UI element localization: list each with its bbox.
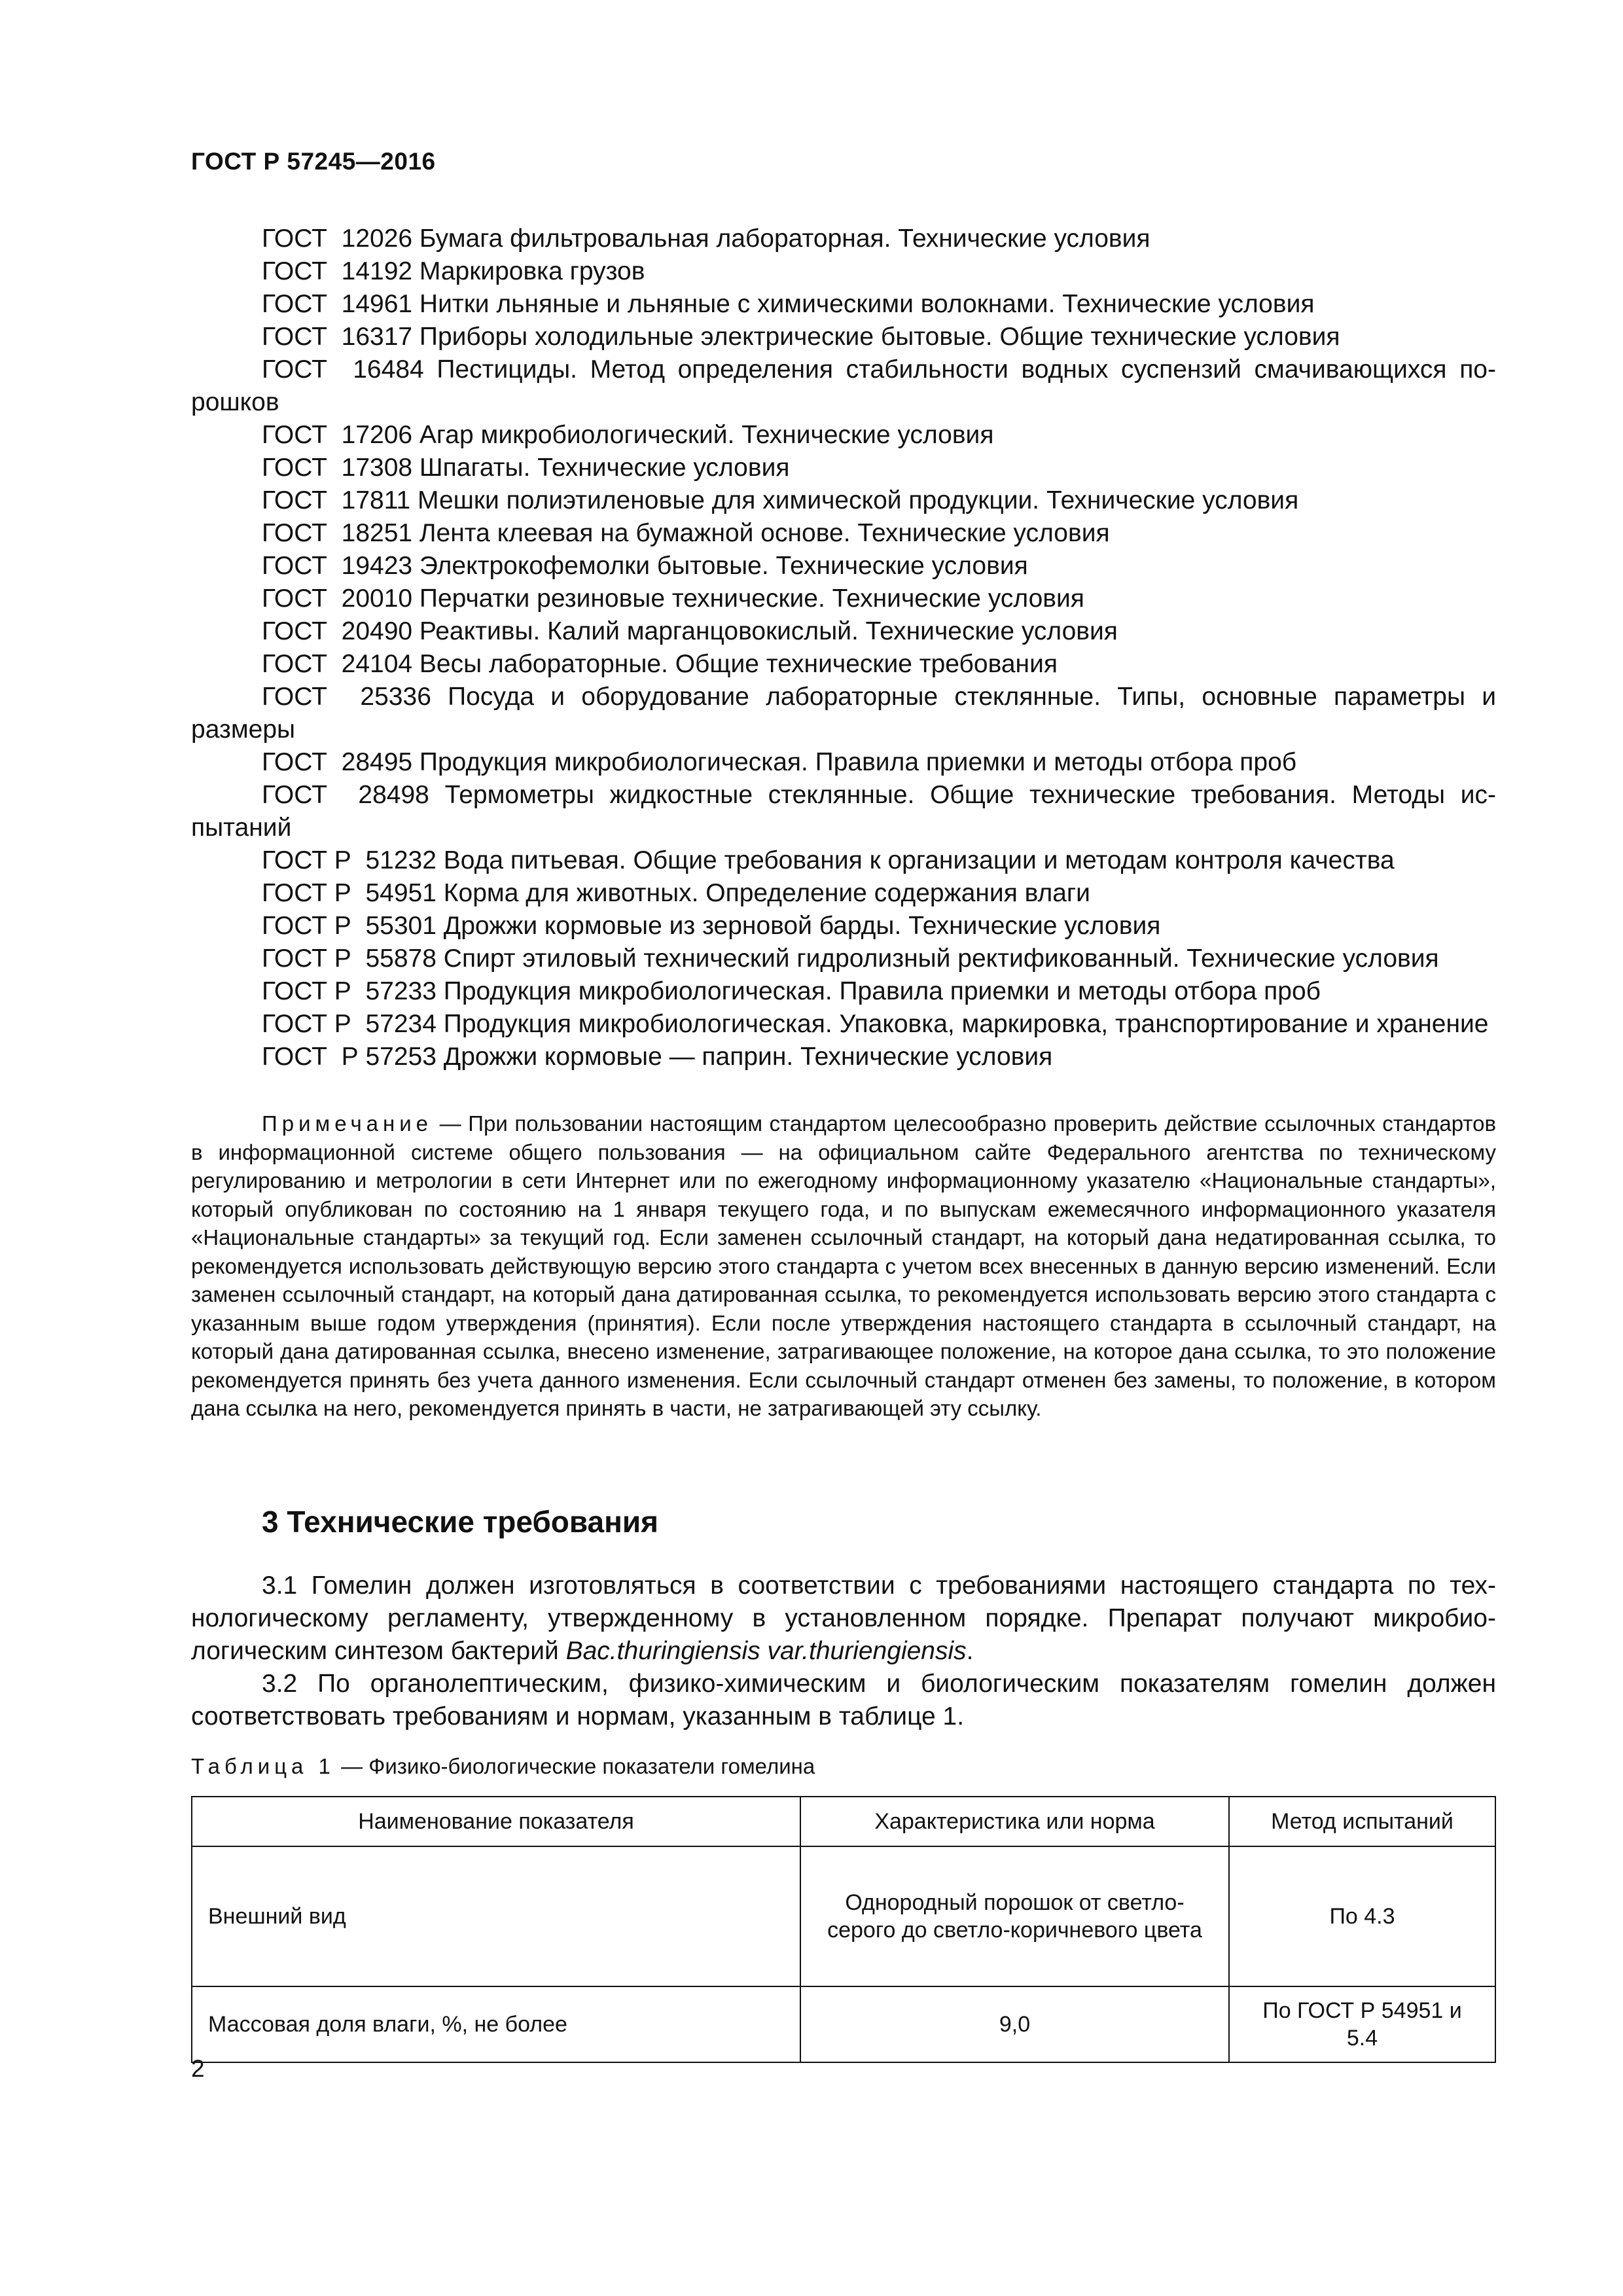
reference-title: Продукция микробиологическая. Правила приемки и методы отбора проб [419,748,1297,776]
indicators-table [191,1796,1496,2063]
reference-item [191,681,1496,746]
reference-item [191,877,1496,910]
reference-title: Дрожжи кормовые из зерновой барды. Технические условия [443,912,1161,940]
reference-code: ГОСТ 28498 [262,781,429,809]
reference-title: Агар микробиологический. Технические условия [419,421,994,449]
reference-item [191,615,1496,648]
reference-code: ГОСТ 28495 [262,748,413,776]
reference-item [191,484,1496,517]
table-caption-label: Таблица 1 [191,1754,335,1778]
reference-code: ГОСТ Р 57253 [262,1043,437,1071]
references-note [191,1109,1496,1423]
reference-title: Корма для животных. Определение содержания влаги [443,879,1090,907]
reference-code: ГОСТ 14192 [262,257,413,285]
reference-code: ГОСТ Р 55301 [262,912,437,940]
reference-title: Термометры жидкостные стеклянные. Общие технические требования. Методы испытаний [191,781,1497,842]
header-cell-indicator: Наименование показателя [192,1797,800,1846]
reference-item [191,353,1496,419]
reference-item [191,648,1496,681]
reference-item [191,255,1496,288]
table-row [192,1986,1495,2062]
section-title: 3 Технические требования [262,1505,658,1539]
reference-code: ГОСТ 16317 [262,323,413,351]
reference-item [191,1008,1496,1041]
reference-code: ГОСТ Р 55878 [262,944,437,973]
paragraph-3-2: 3.2 По органолептическим, физико-химическим и биологическим показателям гомелин должен соответствовать требованиям и нормам, указанным в таблице 1. [191,1670,1496,1731]
reference-title: Пестициды. Метод определения стабильности водных суспензий смачивающихся порошков [191,355,1496,416]
reference-item [191,321,1496,353]
reference-title: Перчатки резиновые технические. Технические условия [419,584,1084,613]
paragraph-3-1-text: 3.1 Гомелин должен изготовляться в соответствии с требованиями настоящего стандарта по технологическому регламенту, утвержденному в установленном порядке. Препарат получают микробиологическим синтезом бактерий [191,1571,1496,1665]
header-cell-method: Метод испытаний [1229,1797,1495,1846]
reference-item [191,550,1496,583]
reference-item [191,975,1496,1008]
reference-title: Бумага фильтровальная лабораторная. Технические условия [419,224,1150,253]
reference-code: ГОСТ 17206 [262,421,413,449]
reference-title: Лента клеевая на бумажной основе. Технические условия [419,519,1110,547]
cell-indicator: Массовая доля влаги, %, не более [192,1986,800,2062]
reference-item [191,517,1496,550]
reference-title: Продукция микробиологическая. Правила приемки и методы отбора проб [443,977,1321,1005]
note-text: — При пользовании настоящим стандартом целесообразно проверить действие ссылочных стандартов в информационной системе общего пользования — на официальном сайте Федерального агентства по техническому регулированию и метрологии в сети Интернет или по ежегодному информационному указателю «Национальные стандарты», который опубликован по состоянию на 1 января текущего года, и по выпускам ежемесячного информационного указателя «Национальные стандарты» за текущий год. Если заменен ссылочный стандарт, на который дана недатированная ссылка, то рекомендуется использовать действующую версию этого стандарта с учетом всех внесенных в данную версию изменений. Если заменен ссылочный стандарт, на который дана датированная ссылка, то рекомендуется использовать версию этого стандарта с указанным выше годом утверждения (принятия). Если после утверждения настоящего стандарта в ссылочный стандарт, на который дана датированная ссылка, внесено изменение, затрагивающее положение, на которое дана ссылка, то это положение рекомендуется принять без учета данного изменения. Если ссылочный стандарт отменен без замены, то положение, в котором дана ссылка на него, рекомендуется принять в части, не затрагивающей эту ссылку. [191,1111,1496,1420]
reference-code: ГОСТ 24104 [262,650,413,678]
paragraph-3-1 [191,1570,1496,1668]
cell-method: По ГОСТ Р 54951 и 5.4 [1229,1986,1495,2062]
page-number: 2 [191,2055,205,2082]
cell-method: По 4.3 [1229,1846,1495,1986]
reference-code: ГОСТ 20490 [262,617,413,645]
reference-code: ГОСТ Р 51232 [262,846,437,874]
document-header: ГОСТ Р 57245—2016 [191,148,436,175]
reference-item [191,1041,1496,1073]
header-cell-norm: Характеристика или норма [800,1797,1229,1846]
table-row [192,1846,1495,1986]
reference-item [191,583,1496,615]
reference-item [191,288,1496,321]
reference-code: ГОСТ 12026 [262,224,413,253]
reference-title: Реактивы. Калий марганцовокислый. Технические условия [419,617,1118,645]
reference-code: ГОСТ 17308 [262,454,413,482]
reference-title: Приборы холодильные электрические бытовые. Общие технические условия [419,323,1340,351]
reference-title: Нитки льняные и льняные с химическими волокнами. Технические условия [419,290,1315,318]
reference-code: ГОСТ Р 54951 [262,879,437,907]
reference-item [191,779,1496,844]
reference-code: ГОСТ 14961 [262,290,413,318]
reference-code: ГОСТ 25336 [262,683,431,711]
cell-indicator: Внешний вид [192,1846,800,1986]
reference-item [191,910,1496,942]
reference-item [191,942,1496,975]
table-caption [191,1754,815,1779]
reference-title: Спирт этиловый технический гидролизный ректификованный. Технические условия [443,944,1439,973]
bacteria-name: Bac.thuringiensis var.thuriengiensis [565,1637,967,1665]
cell-norm: Однородный порошок от светло-серого до светло-коричневого цвета [800,1846,1229,1986]
reference-code: ГОСТ 16484 [262,355,424,384]
reference-code: ГОСТ 18251 [262,519,413,547]
reference-code: ГОСТ 17811 [262,486,411,514]
reference-item [191,452,1496,484]
section-body [191,1570,1496,1733]
reference-item [191,223,1496,255]
reference-title: Вода питьевая. Общие требования к организации и методам контроля качества [443,846,1395,874]
reference-code: ГОСТ Р 57233 [262,977,437,1005]
reference-title: Шпагаты. Технические условия [419,454,790,482]
reference-code: ГОСТ 19423 [262,552,413,580]
reference-code: ГОСТ Р 57234 [262,1010,437,1038]
reference-title: Продукция микробиологическая. Упаковка, маркировка, транспортирование и хранение [443,1010,1489,1038]
reference-title: Дрожжи кормовые — паприн. Технические условия [443,1043,1053,1071]
table-caption-text: — Физико-биологические показатели гомелина [334,1754,815,1778]
reference-title: Маркировка грузов [419,257,645,285]
reference-title: Мешки полиэтиленовые для химической продукции. Технические условия [418,486,1299,514]
cell-norm: 9,0 [800,1986,1229,2062]
reference-item [191,844,1496,877]
reference-title: Весы лабораторные. Общие технические требования [419,650,1058,678]
reference-item [191,746,1496,779]
reference-item [191,419,1496,452]
reference-code: ГОСТ 20010 [262,584,413,613]
normative-references-list [191,223,1496,1073]
reference-title: Посуда и оборудование лабораторные стеклянные. Типы, основные параметры и размеры [191,683,1497,744]
reference-title: Электрокофемолки бытовые. Технические условия [419,552,1028,580]
table-header-row [192,1797,1495,1846]
note-label: Примечание [262,1111,433,1136]
paragraph-3-1-end: . [966,1637,974,1665]
